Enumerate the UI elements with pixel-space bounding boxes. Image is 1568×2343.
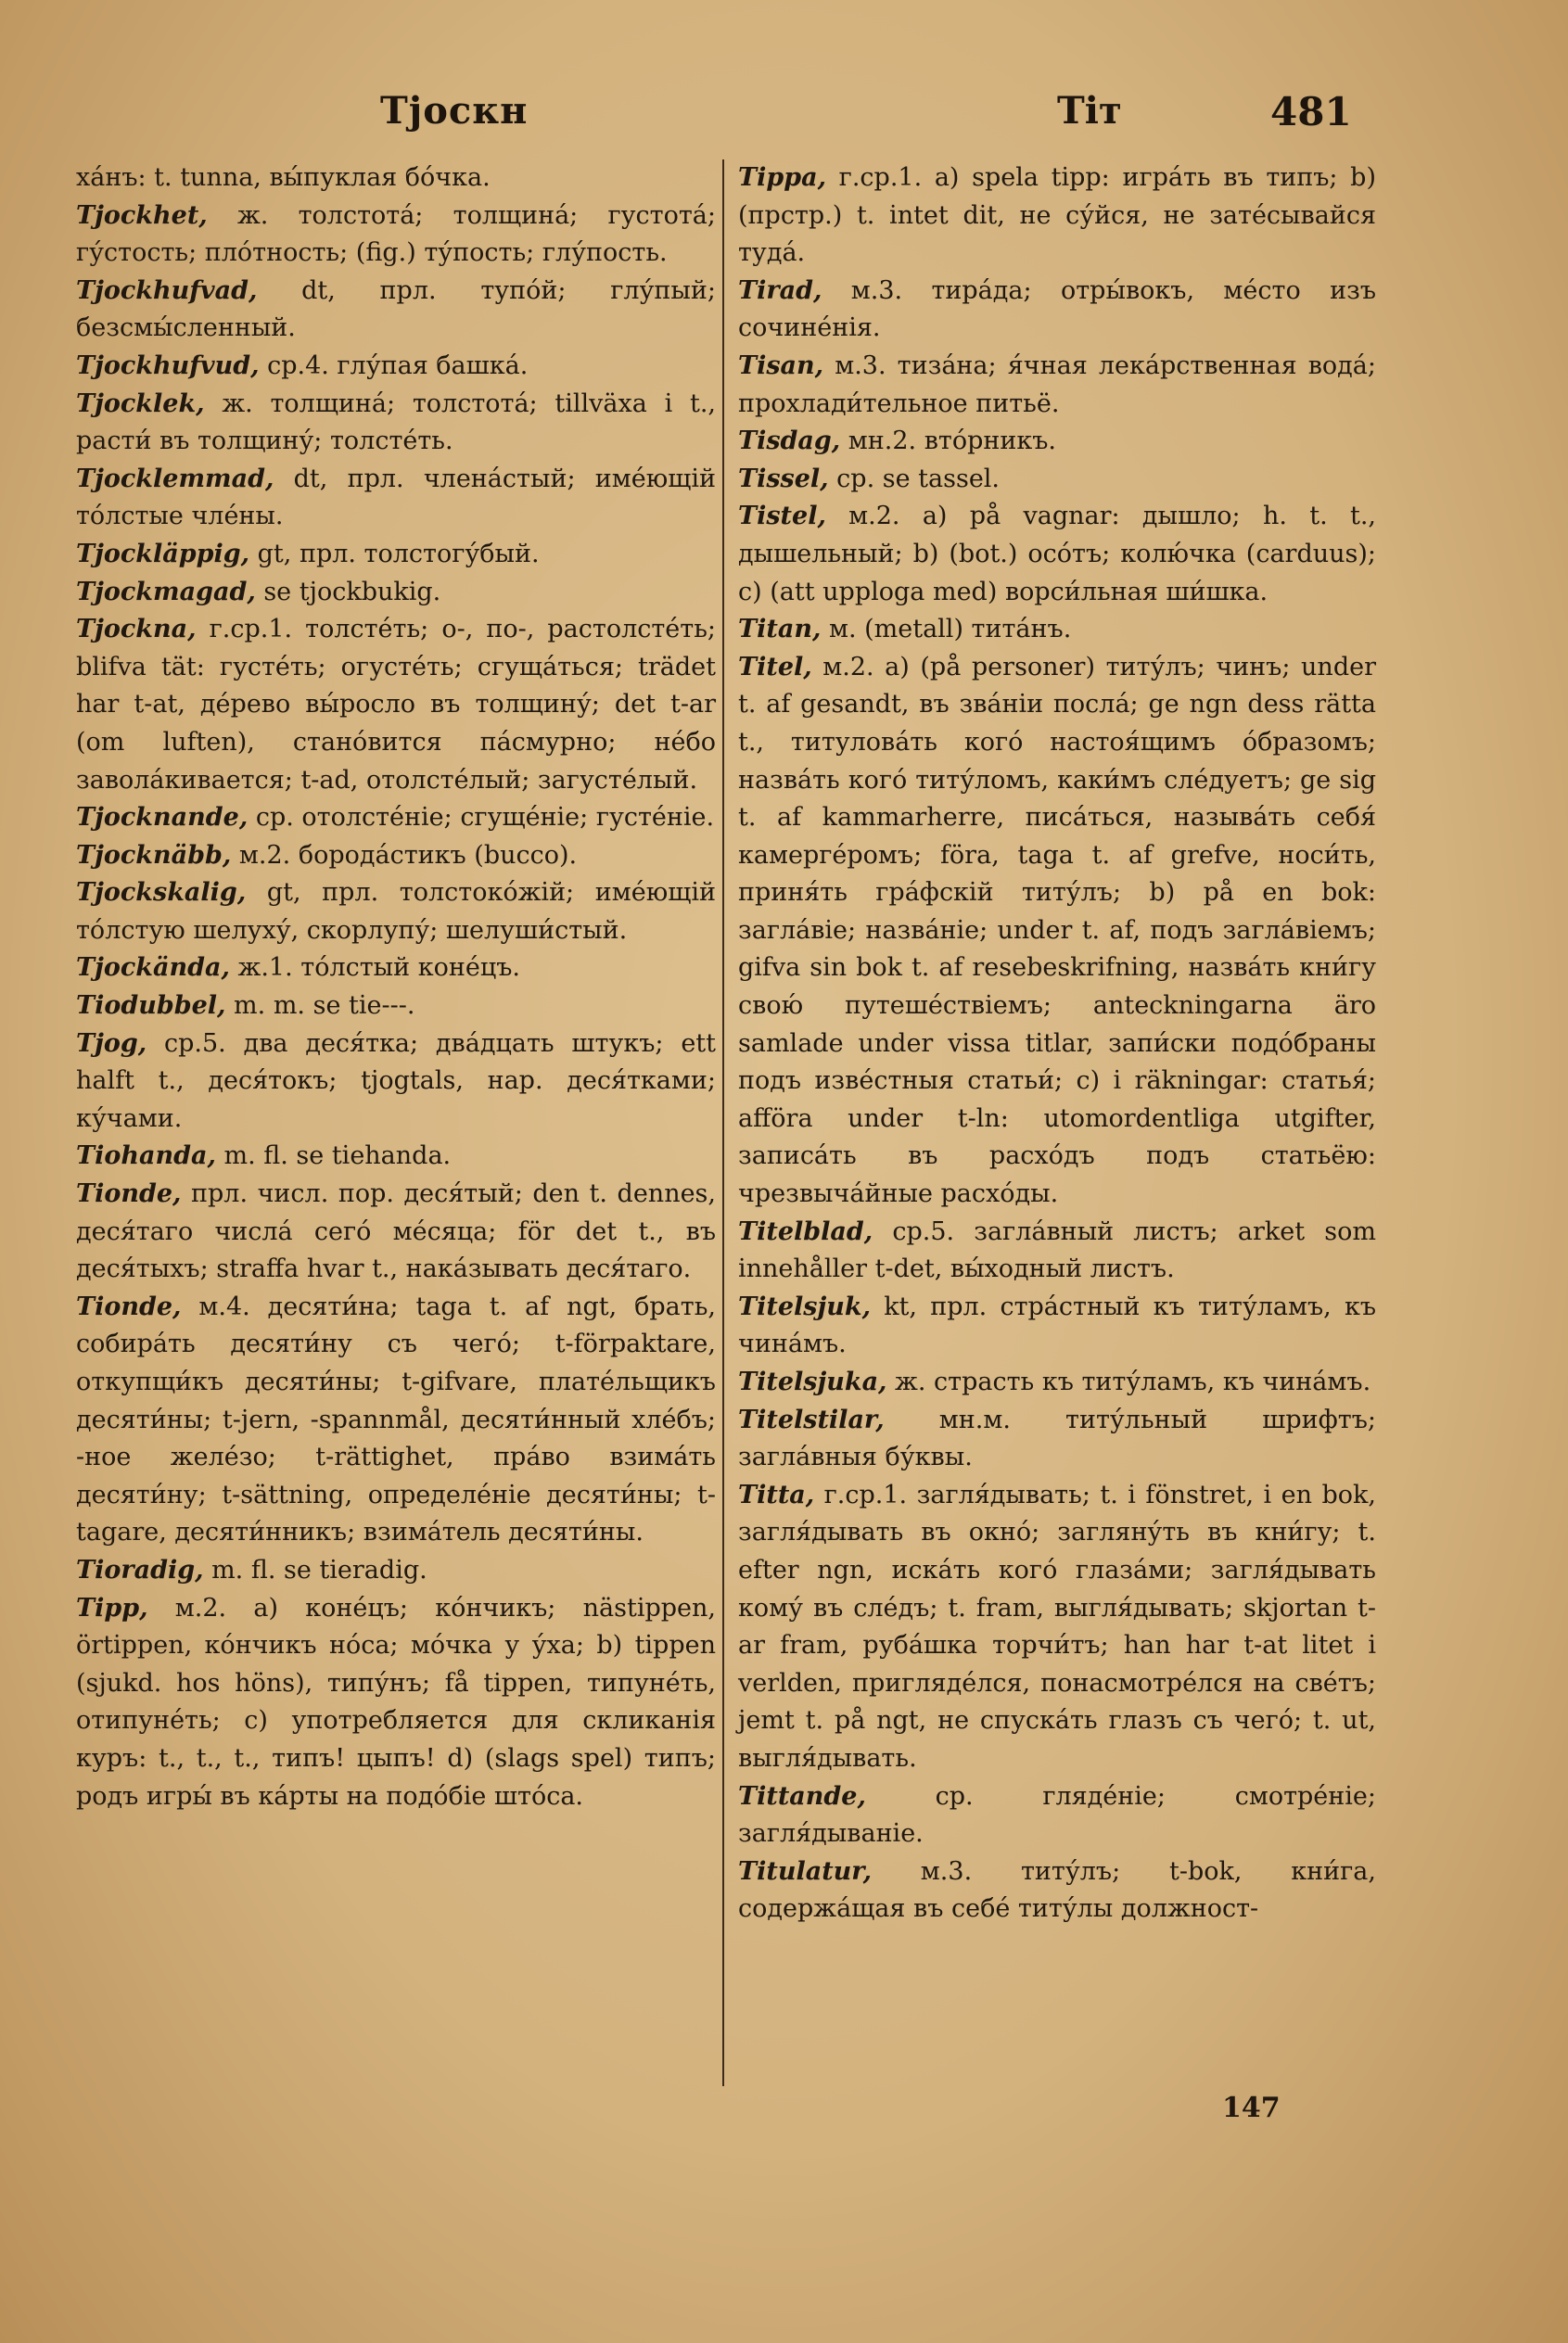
dictionary-entry — [76, 574, 716, 612]
entry-headword: Titelstilar, — [738, 1405, 885, 1434]
entry-definition: ж. толстота́; толщина́; густота́; гу́стость; пло́тность; (fig.) ту́пость; глу́пость. — [76, 200, 716, 268]
entry-definition: г.ср.1. толсте́ть; о-, по-, растолсте́ть; blifva tät: густе́ть; огусте́ть; сгуща́ться; trädet har t-at, де́рево вы́росло въ толщину́; det t-ar (om luften), стано́вится па́смурно; не́бо завола́кивается; t-ad, отолсте́лый; загусте́лый. — [76, 615, 716, 795]
entry-headword: Titan, — [738, 615, 822, 644]
dictionary-entry — [76, 1590, 716, 1816]
running-header — [74, 89, 1352, 145]
entry-definition: мн.м. титу́льный шрифтъ; загла́вныя бу́квы. — [738, 1405, 1376, 1472]
entry-headword: Tjog, — [76, 1028, 147, 1058]
entry-headword: Titelblad, — [738, 1216, 873, 1246]
entry-headword: Tjockända, — [76, 953, 230, 983]
dictionary-entry — [738, 611, 1376, 649]
entry-definition: м.2. a) коне́цъ; ко́нчикъ; nästippen, örtippen, ко́нчикъ но́са; мо́чка у у́ха; b) tippen (sjukd. hos höns), типу́нъ; få tippen, типуне́ть, отипуне́ть; c) употребляется для скликанія куръ: t., t., t., типъ! цыпъ! d) (slags spel) типъ; родъ игры́ въ ка́рты на подо́біе што́са. — [76, 1593, 716, 1811]
entry-headword: Tjockhet, — [76, 200, 208, 230]
dictionary-entry — [738, 1477, 1376, 1778]
dictionary-entry — [76, 837, 716, 875]
dictionary-entry — [738, 273, 1376, 348]
left-column — [76, 159, 716, 1815]
dictionary-entry — [76, 273, 716, 348]
entry-headword: Tjockhufvud, — [76, 350, 260, 380]
entry-definition: m. fl. se tieradig. — [203, 1555, 427, 1585]
entry-headword: Tjockläppig, — [76, 539, 250, 568]
entry-headword: Tippa, — [738, 163, 827, 192]
entry-headword: Tisdag, — [738, 427, 841, 456]
dictionary-entry — [738, 1853, 1376, 1929]
dictionary-entry — [76, 1289, 716, 1552]
entry-definition: м.4. десяти́на; taga t. af ngt, брать, собира́ть десяти́ну съ чего́; t-förpaktare, откупщи́къ десяти́ны; t-gifvare, плате́льщикъ десяти́ны; t-jern, -spannmål, десяти́нный хле́бъ; -ное желе́зо; t-rättighet, пра́во взима́ть десяти́ну; t-sättning, определе́ніе десяти́ны; t-tagare, десяти́нникъ; взима́тель десяти́ны. — [76, 1292, 716, 1547]
dictionary-entry — [738, 1778, 1376, 1853]
entry-headword: Tirad, — [738, 275, 822, 305]
entry-definition: ср. se tassel. — [828, 464, 1001, 493]
dictionary-entry — [76, 197, 716, 273]
entry-definition: ж. толщина́; толстота́; tillväxa i t., расти́ въ толщину́; толсте́ть. — [76, 388, 716, 456]
entry-definition: м.3. титу́лъ; t-bok, кни́га, содержа́щая въ себе́ титу́лы должност- — [738, 1856, 1376, 1924]
entry-definition: м.2. a) (på personer) титу́лъ; чинъ; under t. af gesandt, въ зва́ніи посла́; ge ngn dess rätta t., титулова́ть кого́ настоя́щимъ о́бразомъ; назва́ть кого́ титу́ломъ, каки́мъ сле́дуетъ; ge sig t. af kammarherre, писа́ться, называ́ть себя́ камерге́ромъ; föra, taga t. af grefve, носи́ть, приня́ть гра́фскій титу́лъ; b) på en bok: загла́віе; назва́ніе; under t. af, подъ загла́віемъ; gifva sin bok t. af resebeskrifning, назва́ть кни́гу свою́ путеше́ствіемъ; anteckningarna äro samlade under vissa titlar, запи́ски подо́браны подъ изве́стныя статьи́; c) i räkningar: статья́; afföra under t-ln: utomordentliga utgifter, записа́ть въ расхо́дъ подъ статьёю: чрезвыча́йные расхо́ды. — [738, 652, 1376, 1209]
entry-headword: Tipp, — [76, 1593, 148, 1623]
entry-headword: Tisan, — [738, 350, 824, 380]
entry-headword: Tionde, — [76, 1179, 182, 1209]
entry-definition: м. (metall) тита́нъ. — [821, 615, 1072, 644]
entry-headword: Titel, — [738, 652, 812, 681]
header-right-guideword: Тіт — [1057, 89, 1122, 133]
entry-definition: ср. отолсте́ніе; сгуще́ніе; густе́ніе. — [248, 803, 715, 833]
entry-headword: Tjockmagad, — [76, 577, 256, 606]
dictionary-entry — [76, 159, 716, 197]
page-number: 481 — [1270, 89, 1352, 134]
entry-definition: se tjockbukig. — [255, 577, 441, 606]
dictionary-entry — [76, 611, 716, 799]
entry-definition: ж. страсть къ титу́ламъ, къ чина́мъ. — [886, 1368, 1371, 1396]
entry-headword: Titelsjuka, — [738, 1368, 887, 1396]
dictionary-entry — [738, 1289, 1376, 1364]
entry-headword: Tjockskalig, — [76, 878, 247, 908]
entry-headword: Tiodubbel, — [76, 991, 226, 1021]
dictionary-entry — [738, 1214, 1376, 1289]
entry-headword: Tjocknande, — [76, 803, 249, 833]
entry-definition: ж.1. то́лстый коне́цъ. — [229, 953, 520, 983]
entry-headword: Tissel, — [738, 464, 829, 493]
entry-headword: Tjocknäbb, — [76, 840, 232, 870]
dictionary-entry — [738, 649, 1376, 1214]
entry-definition: kt, прл. стра́стный къ титу́ламъ, къ чина́мъ. — [738, 1292, 1376, 1359]
entry-definition: m. fl. se tiehanda. — [215, 1141, 452, 1171]
column-divider — [722, 159, 724, 2086]
header-left-guideword: Тјоскн — [380, 89, 529, 133]
entry-headword: Tioradig, — [76, 1555, 204, 1585]
entry-definition: dt, прл. члена́стый; име́ющій то́лстые чле́ны. — [76, 464, 716, 531]
entry-definition: м.2. борода́стикъ (bucco). — [231, 840, 578, 870]
dictionary-entry — [738, 461, 1376, 499]
dictionary-entry — [738, 423, 1376, 461]
dictionary-entry — [738, 498, 1376, 611]
entry-headword: Tjocklek, — [76, 388, 205, 418]
entry-headword: Tistel, — [738, 502, 826, 531]
dictionary-entry — [76, 1025, 716, 1139]
entry-headword: Tittande, — [738, 1781, 866, 1811]
dictionary-entry — [76, 348, 716, 386]
dictionary-entry — [738, 1364, 1376, 1402]
entry-definition: m. m. se tie---. — [225, 991, 415, 1021]
entry-definition: ср.5. два деся́тка; два́дцать штукъ; ett halft t., деся́токъ; tjogtals, нар. деся́тками; ку́чами. — [76, 1028, 716, 1133]
dictionary-entry — [76, 1552, 716, 1590]
dictionary-entry — [76, 1138, 716, 1176]
entry-definition: г.ср.1. загля́дывать; t. i fönstret, i en bok, загля́дывать въ окно́; загляну́ть въ кни́гу; t. efter ngn, иска́ть кого́ глаза́ми; загля́дывать кому́ въ сле́дъ; t. fram, выгля́дывать; skjortan t-ar fram, руба́шка торчи́тъ; han har t-at litet i verlden, пригляде́лся, понасмотре́лся на све́тъ; jemt t. på ngt, не спуска́ть глазъ съ чего́; t. ut, выгля́дывать. — [738, 1480, 1376, 1773]
entry-definition: gt, прл. толстогу́бый. — [249, 539, 540, 568]
entry-definition: ср.4. глу́пая башка́. — [259, 350, 529, 380]
entry-definition: dt, прл. тупо́й; глу́пый; безсмы́сленный. — [76, 275, 716, 343]
entry-headword: Tjockhufvad, — [76, 275, 258, 305]
entry-definition: ср. гляде́ніе; смотре́ніе; загля́дываніе. — [738, 1781, 1376, 1849]
entry-headword: Titulatur, — [738, 1856, 872, 1886]
entry-headword: Tjockna, — [76, 615, 197, 644]
entry-headword: Titelsjuk, — [738, 1292, 871, 1321]
dictionary-entry — [76, 536, 716, 574]
entry-definition: прл. числ. пор. деся́тый; den t. dennes, деся́таго числа́ сего́ ме́сяца; för det t., въ деся́тыхъ; straffa hvar t., нака́зывать деся́таго. — [76, 1179, 716, 1284]
dictionary-entry — [738, 159, 1376, 273]
entry-definition: ср.5. загла́вный листъ; arket som innehåller t-det, вы́ходный листъ. — [738, 1216, 1376, 1284]
dictionary-entry — [76, 461, 716, 536]
dictionary-entry — [738, 348, 1376, 423]
entry-definition: мн.2. вто́рникъ. — [840, 427, 1057, 456]
entry-definition: ха́нъ: t. tunna, вы́пуклая бо́чка. — [76, 163, 491, 192]
entry-headword: Tjocklemmad, — [76, 464, 274, 493]
entry-definition: м.3. тиза́на; я́чная лека́рственная вода́; прохлади́тельное питьё. — [738, 350, 1376, 418]
entry-definition: г.ср.1. a) spela tipp: игра́ть въ типъ; b) (прстр.) t. intet dit, не су́йся, не зате́сывайся туда́. — [738, 163, 1376, 268]
dictionary-entry — [76, 799, 716, 837]
signature-mark: 147 — [1222, 2092, 1281, 2124]
entry-headword: Tionde, — [76, 1292, 182, 1321]
dictionary-entry — [76, 874, 716, 949]
dictionary-entry — [76, 1176, 716, 1289]
entry-headword: Tiohanda, — [76, 1141, 216, 1171]
dictionary-entry — [76, 987, 716, 1025]
entry-headword: Titta, — [738, 1480, 815, 1509]
entry-definition: gt, прл. толстоко́жій; име́ющій то́лстую шелуху́, скорлупу́; шелуши́стый. — [76, 878, 716, 945]
entry-definition: м.2. a) på vagnar: дышло; h. t. t., дышельный; b) (bot.) осо́тъ; колю́чка (carduus); c) (att upploga med) ворси́льная ши́шка. — [738, 502, 1376, 606]
right-column — [738, 159, 1376, 1929]
entry-definition: м.3. тира́да; отры́вокъ, ме́сто изъ сочине́нія. — [738, 275, 1376, 343]
dictionary-entry — [738, 1402, 1376, 1477]
dictionary-entry — [76, 386, 716, 461]
dictionary-entry — [76, 949, 716, 987]
